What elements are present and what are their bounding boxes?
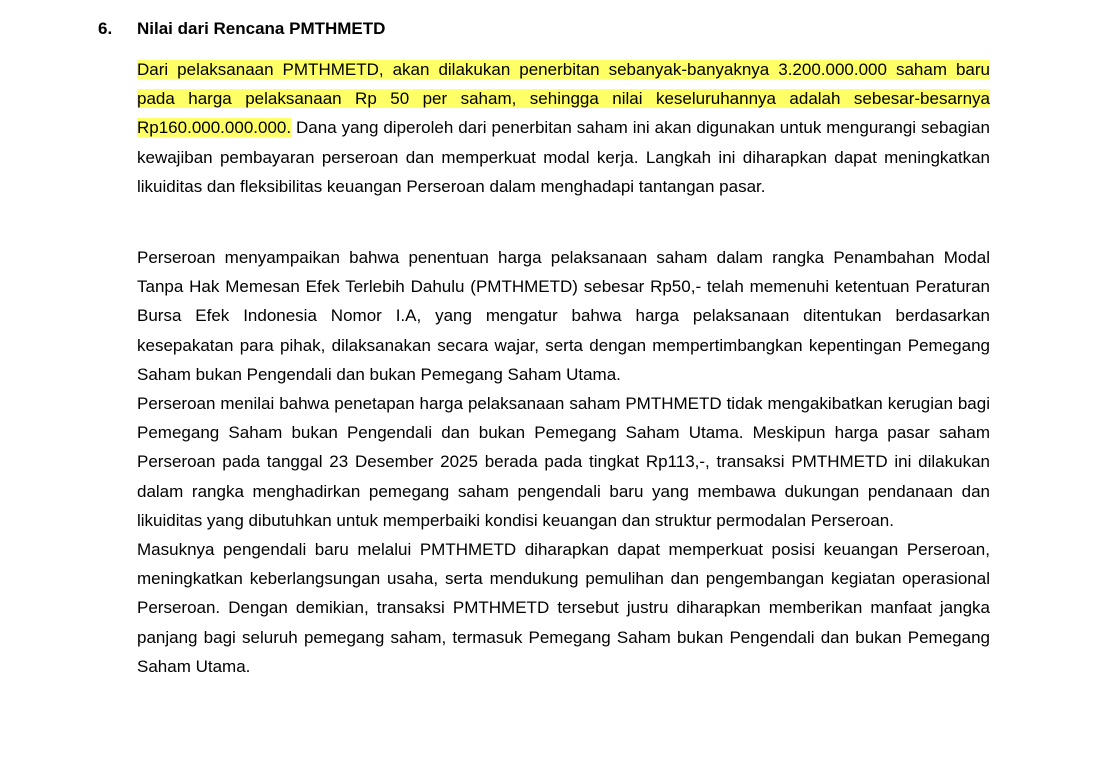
paragraph-1 — [137, 55, 990, 201]
section-number: 6. — [98, 19, 113, 38]
paragraph-3: Perseroan menilai bahwa penetapan harga pelaksanaan saham PMTHMETD tidak mengakibatkan kerugian bagi Pemegang Saham bukan Pengendali dan bukan Pemegang Saham Utama. Meskipun harga pasar saham Perseroan pada tanggal 23 Desember 2025 berada pada tingkat Rp113,-, transaksi PMTHMETD ini dilakukan dalam rangka menghadirkan pemegang saham pengendali baru yang membawa dukungan pendanaan dan likuiditas yang dibutuhkan untuk memperbaiki kondisi keuangan dan struktur permodalan Perseroan. — [137, 394, 990, 530]
paragraph-4: Masuknya pengendali baru melalui PMTHMETD diharapkan dapat memperkuat posisi keuangan Perseroan, meningkatkan keberlangsungan usaha, serta mendukung pemulihan dan pengembangan kegiatan operasional Perseroan. Dengan demikian, transaksi PMTHMETD tersebut justru diharapkan memberikan manfaat jangka panjang bagi seluruh pemegang saham, termasuk Pemegang Saham bukan Pengendali dan bukan Pemegang Saham Utama. — [137, 540, 990, 676]
section-title: Nilai dari Rencana PMTHMETD — [137, 19, 386, 38]
paragraph-group — [137, 243, 990, 681]
section-heading — [98, 17, 385, 41]
highlighted-text: Dari pelaksanaan PMTHMETD, akan dilakukan penerbitan sebanyak-banyaknya 3.200.000.000 saham baru pada harga pelaksanaan Rp 50 per saham, sehingga nilai keseluruhannya adalah sebesar-besarnya Rp160.000.000.000. — [137, 60, 990, 138]
paragraph-1-rest: Dana yang diperoleh dari penerbitan saham ini akan digunakan untuk mengurangi sebagian kewajiban pembayaran perseroan dan memperkuat modal kerja. Langkah ini diharapkan dapat meningkatkan likuiditas dan fleksibilitas keuangan Perseroan dalam menghadapi tantangan pasar. — [137, 118, 990, 196]
paragraph-2: Perseroan menyampaikan bahwa penentuan harga pelaksanaan saham dalam rangka Penambahan Modal Tanpa Hak Memesan Efek Terlebih Dahulu (PMTHMETD) sebesar Rp50,- telah memenuhi ketentuan Peraturan Bursa Efek Indonesia Nomor I.A, yang mengatur bahwa harga pelaksanaan ditentukan berdasarkan kesepakatan para pihak, dilaksanakan secara wajar, serta dengan mempertimbangkan kepentingan Pemegang Saham bukan Pengendali dan bukan Pemegang Saham Utama. — [137, 248, 990, 384]
